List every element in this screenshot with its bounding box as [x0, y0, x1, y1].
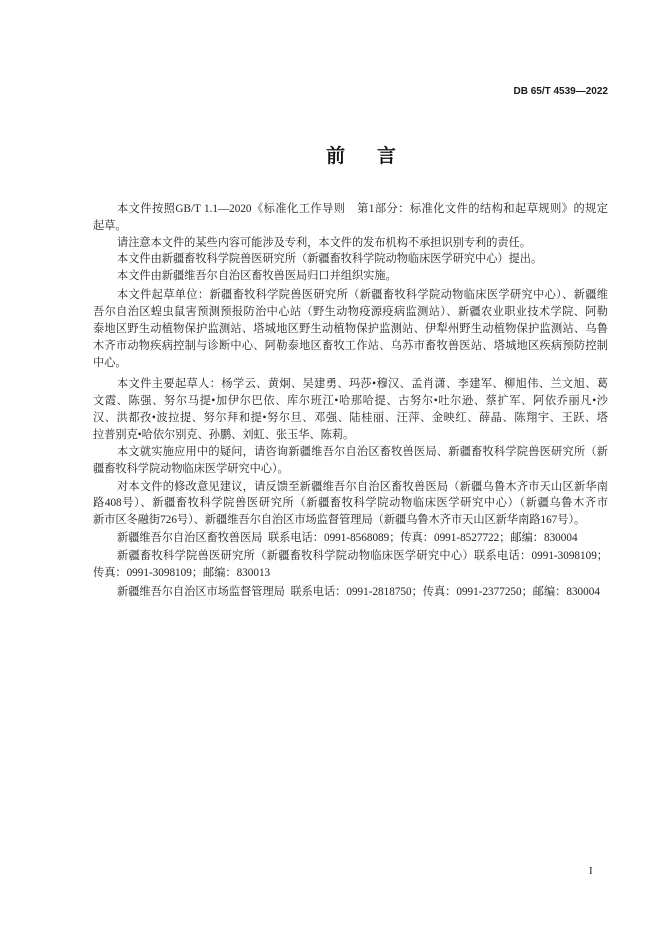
paragraph-line: 新疆维吾尔自治区市场监督管理局 联系电话：0991-2818750；传真：0991-2377250；邮编：830004	[117, 586, 600, 598]
paragraph-line: 对本文件的修改意见建议，请反馈至新疆维吾尔自治区畜牧兽医局（新疆乌鲁木齐市天山区新华南	[117, 481, 608, 493]
paragraph-line: 本文就实施应用中的疑问，请咨询新疆维吾尔自治区畜牧兽医局、新疆畜牧科学院兽医研究所（新	[117, 446, 608, 458]
paragraph-line: 文霞、陈强、努尔马提•加伊尔巴依、库尔班江•哈那哈提、古努尔•吐尔逊、蔡扩军、阿依乔丽凡•沙	[93, 395, 608, 407]
paragraph-line: 起草。	[93, 220, 127, 232]
paragraph-line: 本文件由新疆维吾尔自治区畜牧兽医局归口并组织实施。	[117, 270, 397, 282]
paragraph-line: 本文件起草单位：新疆畜牧科学院兽医研究所（新疆畜牧科学院动物临床医学研究中心）、新疆维	[117, 289, 608, 301]
paragraph-line: 传真：0991-3098109；邮编：830013	[93, 567, 271, 579]
paragraph-line: 泰地区野生动植物保护监测站、塔城地区野生动植物保护监测站、伊犁州野生动植物保护监测站、乌鲁	[93, 323, 608, 335]
paragraph-line: 疆畜牧科学院动物临床医学研究中心）。	[93, 463, 289, 475]
page-title: 前 言	[326, 146, 396, 167]
paragraph-line: 本文件按照GB/T 1.1—2020《标准化工作导则 第1部分：标准化文件的结构和起草规则》的规定	[117, 203, 608, 215]
paragraph-line: 新疆维吾尔自治区畜牧兽医局 联系电话：0991-8568089；传真：0991-8527722；邮编：830004	[117, 532, 578, 544]
standard-number: DB 65/T 4539—2022	[513, 86, 608, 97]
paragraph-line: 中心。	[93, 357, 127, 369]
paragraph-line: 木齐市动物疾病控制与诊断中心、阿勒泰地区畜牧工作站、乌苏市畜牧兽医站、塔城地区疾病预防控制	[93, 340, 608, 352]
paragraph-line: 新市区冬融街726号）、新疆维吾尔自治区市场监督管理局（新疆乌鲁木齐市天山区新华南路167号）。	[93, 514, 586, 526]
paragraph-line: 拉普别克•哈依尔别克、孙鹏、刘虹、张玉华、陈莉。	[93, 429, 355, 441]
paragraph-line: 路408号）、新疆畜牧科学院兽医研究所（新疆畜牧科学院动物临床医学研究中心）（新疆乌鲁木齐市	[93, 497, 608, 509]
page-number: I	[589, 865, 593, 877]
paragraph-line: 本文件主要起草人：杨学云、黄炯、吴建勇、玛莎•穆汉、孟肖潇、李建军、柳旭伟、兰文旭、葛	[117, 378, 608, 390]
paragraph-line: 汉、洪都孜•波拉提、努尔拜和提•努尔旦、邓强、陆桂丽、汪萍、金映红、薛晶、陈翔宇、王跃、塔	[93, 412, 608, 424]
paragraph-line: 请注意本文件的某些内容可能涉及专利，本文件的发布机构不承担识别专利的责任。	[117, 237, 531, 249]
paragraph-line: 新疆畜牧科学院兽医研究所（新疆畜牧科学院动物临床医学研究中心）联系电话：0991-3098109；	[117, 550, 608, 562]
paragraph-line: 本文件由新疆畜牧科学院兽医研究所（新疆畜牧科学院动物临床医学研究中心）提出。	[117, 253, 543, 265]
paragraph-line: 吾尔自治区蝗虫鼠害预测预报防治中心站（野生动物疫源疫病监测站）、新疆农业职业技术学院、阿勒	[93, 306, 608, 318]
